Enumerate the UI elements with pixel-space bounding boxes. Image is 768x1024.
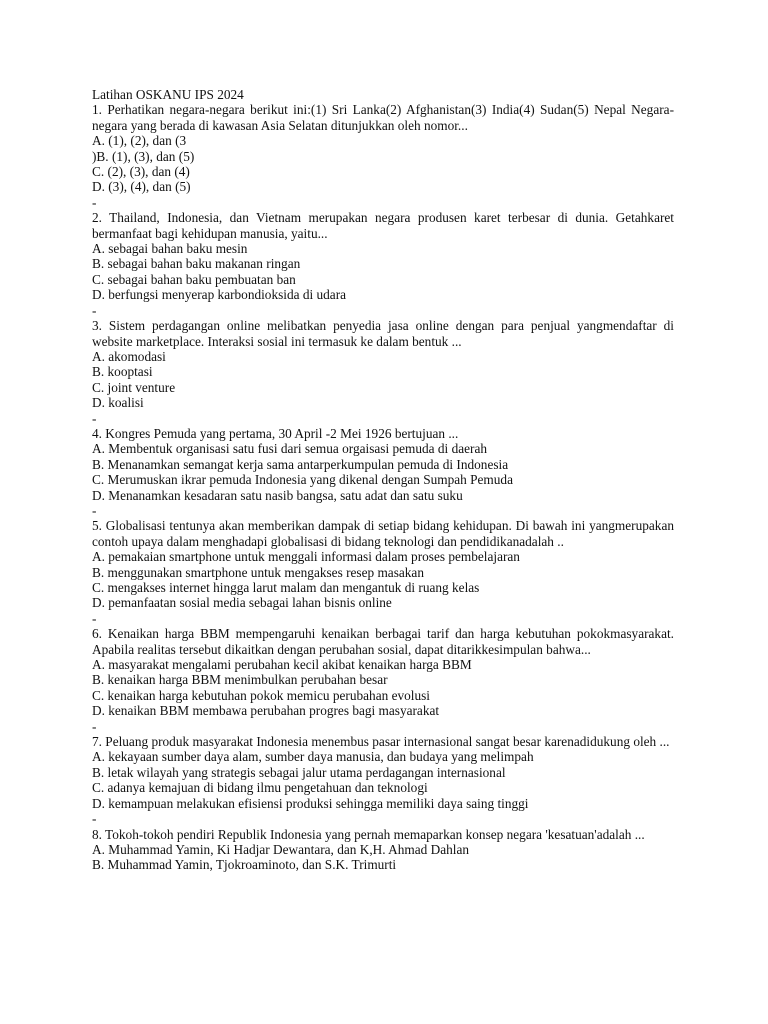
answer-option-d: D. (3), (4), dan (5)	[92, 179, 191, 195]
question-separator: -	[92, 194, 97, 210]
answer-option-b: B. Muhammad Yamin, Tjokroaminoto, dan S.K. Trimurti	[92, 857, 397, 873]
question-separator: -	[92, 302, 97, 318]
answer-option-b: B. kenaikan harga BBM menimbulkan perubahan besar	[92, 672, 388, 688]
answer-option-c: C. adanya kemajuan di bidang ilmu pengetahuan dan teknologi	[92, 780, 428, 796]
answer-option-b: B. sebagai bahan baku makanan ringan	[92, 256, 301, 272]
answer-option-b: )B. (1), (3), dan (5)	[92, 148, 195, 164]
answer-option-d: D. Menanamkan kesadaran satu nasib bangsa, satu adat dan satu suku	[92, 487, 463, 503]
answer-option-a: A. kekayaan sumber daya alam, sumber daya manusia, dan budaya yang melimpah	[92, 749, 534, 765]
question-5	[92, 518, 674, 610]
question-stem: 1. Perhatikan negara-negara berikut ini:(1) Sri Lanka(2) Afghanistan(3) India(4) Sudan(5) Nepal Negara-negara yang berada di kawasan Asia Selatan ditunjukkan oleh nomor...	[92, 102, 674, 133]
question-stem: 7. Peluang produk masyarakat Indonesia menembus pasar internasional sangat besar karenadidukung oleh ...	[92, 734, 670, 750]
answer-option-a: A. akomodasi	[92, 348, 166, 364]
question-stem: 8. Tokoh-tokoh pendiri Republik Indonesia yang pernah memaparkan konsep negara 'kesatuan'adalah ...	[92, 826, 645, 842]
question-stem: 6. Kenaikan harga BBM mempengaruhi kenaikan berbagai tarif dan harga kebutuhan pokokmasyarakat. Apabila realitas tersebut dikaitkan dengan perubahan sosial, dapat ditarikkesimpulan bahwa...	[92, 626, 674, 657]
answer-option-a: A. pemakaian smartphone untuk menggali informasi dalam proses pembelajaran	[92, 549, 520, 565]
question-stem: 3. Sistem perdagangan online melibatkan penyedia jasa online dengan para penjual yangmendaftar di website marketplace. Interaksi sosial ini termasuk ke dalam bentuk ...	[92, 318, 674, 349]
answer-option-c: C. joint venture	[92, 379, 176, 395]
answer-option-c: C. Merumuskan ikrar pemuda Indonesia yang dikenal dengan Sumpah Pemuda	[92, 472, 513, 488]
answer-option-a: A. (1), (2), dan (3	[92, 133, 187, 149]
question-separator: -	[92, 610, 97, 626]
answer-option-d: D. berfungsi menyerap karbondioksida di udara	[92, 287, 347, 303]
answer-option-a: A. Membentuk organisasi satu fusi dari semua orgaisasi pemuda di daerah	[92, 441, 487, 457]
answer-option-c: C. (2), (3), dan (4)	[92, 164, 190, 180]
question-7	[92, 734, 674, 811]
question-2	[92, 210, 674, 302]
answer-option-d: D. kemampuan melakukan efisiensi produksi sehingga memiliki daya saing tinggi	[92, 795, 529, 811]
answer-option-d: D. pemanfaatan sosial media sebagai lahan bisnis online	[92, 595, 392, 611]
answer-option-d: D. koalisi	[92, 395, 144, 411]
question-stem: 5. Globalisasi tentunya akan memberikan dampak di setiap bidang kehidupan. Di bawah ini yangmerupakan contoh upaya dalam menghadapi globalisasi di bidang teknologi dan pendidikanadalah ..	[92, 518, 674, 549]
answer-option-c: C. sebagai bahan baku pembuatan ban	[92, 271, 296, 287]
question-stem: 2. Thailand, Indonesia, dan Vietnam merupakan negara produsen karet terbesar di dunia. Getahkaret bermanfaat bagi kehidupan manusia, yaitu...	[92, 210, 674, 241]
question-1	[92, 102, 674, 194]
answer-option-d: D. kenaikan BBM membawa perubahan progres bagi masyarakat	[92, 703, 440, 719]
answer-option-c: C. kenaikan harga kebutuhan pokok memicu perubahan evolusi	[92, 687, 430, 703]
answer-option-b: B. Menanamkan semangat kerja sama antarperkumpulan pemuda di Indonesia	[92, 456, 509, 472]
answer-option-a: A. sebagai bahan baku mesin	[92, 241, 248, 257]
question-separator: -	[92, 410, 97, 426]
question-separator: -	[92, 718, 97, 734]
answer-option-b: B. menggunakan smartphone untuk mengakses resep masakan	[92, 564, 424, 580]
question-stem: 4. Kongres Pemuda yang pertama, 30 April -2 Mei 1926 bertujuan ...	[92, 425, 459, 441]
answer-option-a: A. Muhammad Yamin, Ki Hadjar Dewantara, dan K,H. Ahmad Dahlan	[92, 841, 470, 857]
answer-option-b: B. letak wilayah yang strategis sebagai jalur utama perdagangan internasional	[92, 764, 506, 780]
document-page	[92, 87, 674, 873]
question-8	[92, 827, 674, 873]
question-separator: -	[92, 502, 97, 518]
question-3	[92, 318, 674, 410]
question-separator: -	[92, 811, 97, 827]
answer-option-a: A. masyarakat mengalami perubahan kecil akibat kenaikan harga BBM	[92, 657, 472, 673]
document-title: Latihan OSKANU IPS 2024	[92, 87, 244, 102]
answer-option-b: B. kooptasi	[92, 364, 153, 380]
question-6	[92, 626, 674, 718]
answer-option-c: C. mengakses internet hingga larut malam dan mengantuk di ruang kelas	[92, 580, 480, 595]
question-4	[92, 426, 674, 503]
